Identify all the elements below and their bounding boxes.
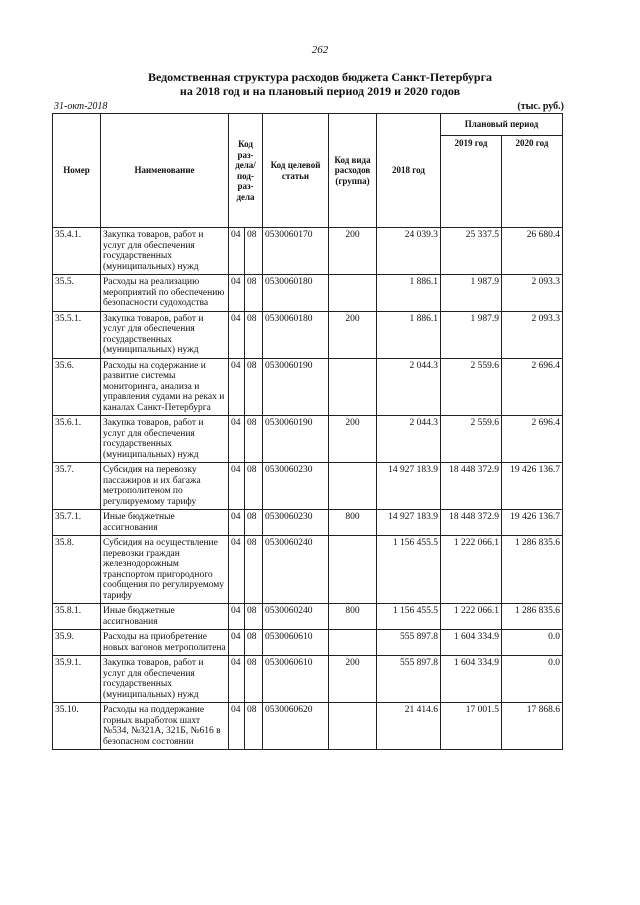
header-number: Номер [53,114,101,228]
table-body [53,228,563,750]
row-target-code: 0530060180 [263,275,329,312]
row-value-2019: 2 559.6 [441,416,502,463]
row-target-code: 0530060170 [263,228,329,275]
table-row [53,311,563,358]
row-value-2018: 1 156 455.5 [377,536,441,604]
row-value-2020: 2 093.3 [502,311,563,358]
table-row [53,358,563,416]
row-value-2020: 2 696.4 [502,416,563,463]
row-target-code: 0530060230 [263,463,329,510]
row-number: 35.4.1. [53,228,101,275]
row-name: Закупка товаров, работ и услуг для обеспечения государственных (муниципальных) нужд [101,311,229,358]
row-value-2019: 18 448 372.9 [441,510,502,536]
table-row [53,630,563,656]
row-number: 35.8.1. [53,604,101,630]
row-target-code: 0530060240 [263,536,329,604]
document-title [60,70,580,98]
row-subsection: 08 [245,275,263,312]
row-subsection: 08 [245,510,263,536]
row-value-2019: 1 987.9 [441,275,502,312]
row-subsection: 08 [245,536,263,604]
row-subsection: 08 [245,703,263,750]
row-value-2018: 1 886.1 [377,311,441,358]
units-label: (тыс. руб.) [517,101,564,112]
row-subsection: 08 [245,604,263,630]
row-section: 04 [229,358,245,416]
row-section: 04 [229,416,245,463]
row-expense-code [329,358,377,416]
row-number: 35.5.1. [53,311,101,358]
row-name: Расходы на реализацию мероприятий по обеспечению безопасности судоходства [101,275,229,312]
row-name: Закупка товаров, работ и услуг для обеспечения государственных (муниципальных) нужд [101,416,229,463]
table-row [53,275,563,312]
header-2020: 2020 год [502,136,563,228]
row-expense-code [329,275,377,312]
row-number: 35.8. [53,536,101,604]
row-number: 35.9.1. [53,656,101,703]
row-number: 35.10. [53,703,101,750]
row-subsection: 08 [245,311,263,358]
title-line-2: на 2018 год и на плановый период 2019 и 2020 годов [179,84,461,98]
row-name: Иные бюджетные ассигнования [101,510,229,536]
row-expense-code: 200 [329,416,377,463]
row-number: 35.7.1. [53,510,101,536]
row-subsection: 08 [245,463,263,510]
row-number: 35.9. [53,630,101,656]
row-value-2018: 14 927 183.9 [377,463,441,510]
row-name: Закупка товаров, работ и услуг для обеспечения государственных (муниципальных) нужд [101,228,229,275]
table-row [53,463,563,510]
table-row [53,656,563,703]
row-value-2020: 26 680.4 [502,228,563,275]
row-value-2020: 0.0 [502,656,563,703]
row-value-2020: 1 286 835.6 [502,604,563,630]
page-number: 262 [311,44,329,56]
row-expense-code: 200 [329,311,377,358]
row-value-2020: 1 286 835.6 [502,536,563,604]
header-target: Код целевой статьи [263,114,329,228]
row-target-code: 0530060190 [263,416,329,463]
row-subsection: 08 [245,656,263,703]
row-name: Расходы на поддержание горных выработок шахт №534, №321А, 321Б, №616 в безопасном состоянии [101,703,229,750]
row-target-code: 0530060620 [263,703,329,750]
row-expense-code: 200 [329,228,377,275]
row-section: 04 [229,311,245,358]
row-section: 04 [229,228,245,275]
row-value-2018: 21 414.6 [377,703,441,750]
row-value-2018: 1 886.1 [377,275,441,312]
row-subsection: 08 [245,228,263,275]
row-target-code: 0530060240 [263,604,329,630]
row-name: Субсидия на перевозку пассажиров и их багажа метрополитеном по регулируемому тарифу [101,463,229,510]
row-number: 35.7. [53,463,101,510]
header-2019: 2019 год [441,136,502,228]
row-section: 04 [229,536,245,604]
row-name: Расходы на приобретение новых вагонов метрополитена [101,630,229,656]
row-section: 04 [229,510,245,536]
header-name: Наименование [101,114,229,228]
row-value-2020: 2 696.4 [502,358,563,416]
budget-table [52,113,563,750]
row-value-2020: 2 093.3 [502,275,563,312]
row-value-2018: 14 927 183.9 [377,510,441,536]
row-name: Субсидия на осуществление перевозки граждан железнодорожным транспортом пригородного сообщения по регулируемому тарифу [101,536,229,604]
row-section: 04 [229,630,245,656]
row-expense-code [329,703,377,750]
report-date: 31-окт-2018 [54,101,108,112]
row-expense-code [329,463,377,510]
row-expense-code [329,536,377,604]
table-row [53,416,563,463]
row-target-code: 0530060610 [263,656,329,703]
row-expense-code: 800 [329,510,377,536]
row-section: 04 [229,703,245,750]
header-expense: Код вида расходов (группа) [329,114,377,228]
row-number: 35.5. [53,275,101,312]
row-name: Закупка товаров, работ и услуг для обеспечения государственных (муниципальных) нужд [101,656,229,703]
row-section: 04 [229,463,245,510]
row-value-2018: 555 897.8 [377,630,441,656]
row-value-2018: 1 156 455.5 [377,604,441,630]
row-value-2019: 1 604 334.9 [441,630,502,656]
row-value-2018: 555 897.8 [377,656,441,703]
row-subsection: 08 [245,630,263,656]
row-target-code: 0530060610 [263,630,329,656]
row-value-2018: 24 039.3 [377,228,441,275]
row-section: 04 [229,656,245,703]
row-value-2020: 19 426 136.7 [502,510,563,536]
table-row [53,703,563,750]
row-value-2020: 17 868.6 [502,703,563,750]
row-target-code: 0530060180 [263,311,329,358]
row-value-2019: 1 222 066.1 [441,536,502,604]
table-row [53,510,563,536]
table-row [53,228,563,275]
row-target-code: 0530060190 [263,358,329,416]
row-section: 04 [229,275,245,312]
row-value-2019: 2 559.6 [441,358,502,416]
row-value-2018: 2 044.3 [377,416,441,463]
table-row [53,536,563,604]
row-value-2018: 2 044.3 [377,358,441,416]
header-section: Код раз-дела/ под-раз-дела [229,114,263,228]
row-subsection: 08 [245,416,263,463]
header-planned: Плановый период [441,114,563,136]
row-expense-code [329,630,377,656]
row-value-2019: 25 337.5 [441,228,502,275]
row-value-2019: 1 604 334.9 [441,656,502,703]
header-2018: 2018 год [377,114,441,228]
row-target-code: 0530060230 [263,510,329,536]
table-row [53,604,563,630]
row-value-2020: 0.0 [502,630,563,656]
row-value-2019: 18 448 372.9 [441,463,502,510]
row-number: 35.6. [53,358,101,416]
row-value-2019: 1 987.9 [441,311,502,358]
title-line-1: Ведомственная структура расходов бюджета Санкт-Петербурга [147,70,493,84]
row-name: Иные бюджетные ассигнования [101,604,229,630]
row-expense-code: 200 [329,656,377,703]
row-section: 04 [229,604,245,630]
row-expense-code: 800 [329,604,377,630]
row-name: Расходы на содержание и развитие системы мониторинга, анализа и управления судами на реках и каналах Санкт-Петербурга [101,358,229,416]
row-value-2020: 19 426 136.7 [502,463,563,510]
row-subsection: 08 [245,358,263,416]
row-value-2019: 1 222 066.1 [441,604,502,630]
row-number: 35.6.1. [53,416,101,463]
row-value-2019: 17 001.5 [441,703,502,750]
